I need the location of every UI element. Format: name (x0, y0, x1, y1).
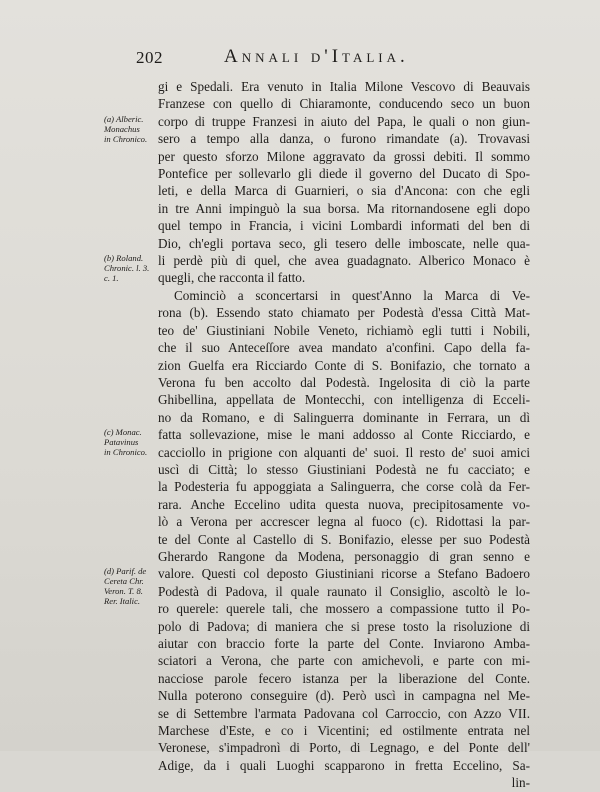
main-text-column (158, 78, 530, 792)
marginal-note-line: Veron. T. 8. (104, 586, 143, 596)
text-line: Pontefice per sollevarlo gli diede il governo del Ducato di Spo- (158, 166, 530, 182)
text-line: in tre Anni impinguò la sua borsa. Ma ritornandosene egli dopo (158, 200, 530, 216)
marginal-note-line: c. 1. (104, 273, 119, 283)
marginal-note-c (104, 427, 164, 457)
marginal-note-line: (c) Monac. (104, 427, 142, 437)
text-line: leti, e della Marca di Guarnieri, o sia d'Ancona: con che egli (158, 183, 530, 199)
text-line: aiutar con braccio forte la parte del Conte. Inviarono Amba- (158, 636, 530, 651)
marginal-note-b (104, 253, 164, 283)
marginal-note-line: Monachus (104, 124, 140, 134)
text-line: che il suo Anteceſſore avea mandato a'confini. Capo della fa- (158, 340, 530, 356)
marginal-note-line: in Chronico. (104, 447, 148, 457)
paragraph-start-line: Cominciò a sconcertarsi in quest'Anno la Marca di Ve- (174, 287, 530, 303)
marginal-note-line: (b) Roland. (104, 253, 144, 263)
text-line: nacciose parole fecero istanza per la liberazione del Conte. (158, 670, 530, 686)
text-line: ro querele: querele tali, che mossero a compassione tutto il Po- (158, 601, 530, 617)
text-line: Veronese, s'impadronì di Porto, di Legnago, e del Ponte dell' (158, 740, 530, 756)
text-line: no da Romano, e di Salinguerra dominante in Ferrara, un dì (158, 409, 530, 425)
text-line: Gherardo Rangone da Modena, personaggio di gran senno e (158, 548, 530, 564)
marginal-note-line: Rer. Italic. (104, 596, 141, 606)
marginal-note-d (104, 566, 164, 606)
marginal-note-line: Cereta Chr. (104, 576, 144, 586)
text-line: quegli, che racconta il fatto. (158, 270, 306, 286)
running-title: Annali d'Italia. (224, 46, 409, 67)
text-line: Verona fu ben accolto dal Podestà. Ingelosita di ciò la parte (158, 374, 530, 390)
text-line: Ghibellina, appellata de Montecchi, con intelligenza di Ecceli- (158, 392, 530, 408)
marginal-note-line: Patavinus (104, 437, 139, 447)
text-line: se di Settembre l'armata Padovana col Carroccio, con Azzo VII. (158, 705, 530, 721)
text-line: valore. Questi col deposto Giustiniani ricorse a Stefano Badoero (158, 566, 530, 582)
text-line: Nulla poterono conseguire (d). Però uscì in campagna nel Me- (158, 688, 530, 704)
text-line: li perdè più di quel, che avea guadagnato. Alberico Monaco è (158, 253, 530, 269)
text-line: Franzese con quello di Chiaramonte, conducendo seco un buon (158, 96, 530, 112)
text-line: uscì di Città; lo stesso Giustiniani Podestà ne fu cacciato; e (158, 461, 530, 477)
text-line: rona (b). Essendo stato chiamato per Podestà d'essa Città Mat- (158, 305, 530, 321)
text-line: sciatori a Verona, che parte con amichevoli, e parte con mi- (158, 653, 530, 669)
text-line: per questo sforzo Milone aggravato da grossi debiti. Il sommo (158, 148, 530, 164)
marginal-note-line: (d) Parif. de (104, 566, 147, 576)
page-header (0, 44, 600, 72)
text-line: Adige, da i quali Luoghi scapparono in fretta Eccelino, Sa- (158, 757, 530, 773)
catchword: lin- (511, 775, 530, 791)
text-line: rara. Anche Eccelino udita questa nuova, precipitosamente vo- (158, 496, 530, 512)
text-line: fatta sollevazione, mise le mani addosso al Conte Ricciardo, e (158, 427, 530, 443)
marginal-note-line: in Chronico. (104, 134, 148, 144)
page-number: 202 (136, 48, 163, 67)
marginal-note-line: (a) Alberic. (104, 114, 144, 124)
text-line: sero a tempo alla danza, o furono rimandate (a). Trovavasi (158, 131, 530, 147)
text-line: te del Conte al Castello di S. Bonifazio, elesse per suo Podestà (158, 531, 530, 547)
text-line: corpo di truppe Franzesi in aiuto del Papa, le quali o non giun- (158, 113, 530, 129)
marginal-note-a (104, 114, 164, 144)
text-line: cacciollo in prigione con alquanti de' suoi. Il resto de' suoi amici (158, 444, 530, 460)
marginal-note-line: Chronic. l. 3. (104, 263, 150, 273)
text-line: lò a Verona per accrescer legna al fuoco (c). Ridottasi la par- (158, 514, 530, 530)
text-line: quel tempo in Francia, i vicini Lombardi informati del ben di (158, 218, 530, 234)
text-line: polo di Padova; di maniera che si prese tosto la risoluzione di (158, 618, 530, 634)
text-line: Podestà di Padova, il quale raunato il Consiglio, ascoltò le lo- (158, 583, 530, 599)
text-line: Marchese d'Este, e co i Vicentini; ed ostilmente entrata nel (158, 723, 530, 739)
text-line: la Podesteria fu appoggiata a Salinguerra, che corse colà da Fer- (158, 479, 530, 495)
text-line: gi e Spedali. Era venuto in Italia Milone Vescovo di Beauvais (158, 79, 530, 94)
text-line: Dio, ch'egli portava seco, gli tesero delle imboscate, nelle qua- (158, 235, 530, 251)
text-line: teo de' Giustiniani Nobile Veneto, richiamò egli tutti i Nobili, (158, 322, 530, 338)
text-line: zion Guelfa era Ricciardo Conte di S. Bonifazio, che tornato a (158, 357, 530, 373)
